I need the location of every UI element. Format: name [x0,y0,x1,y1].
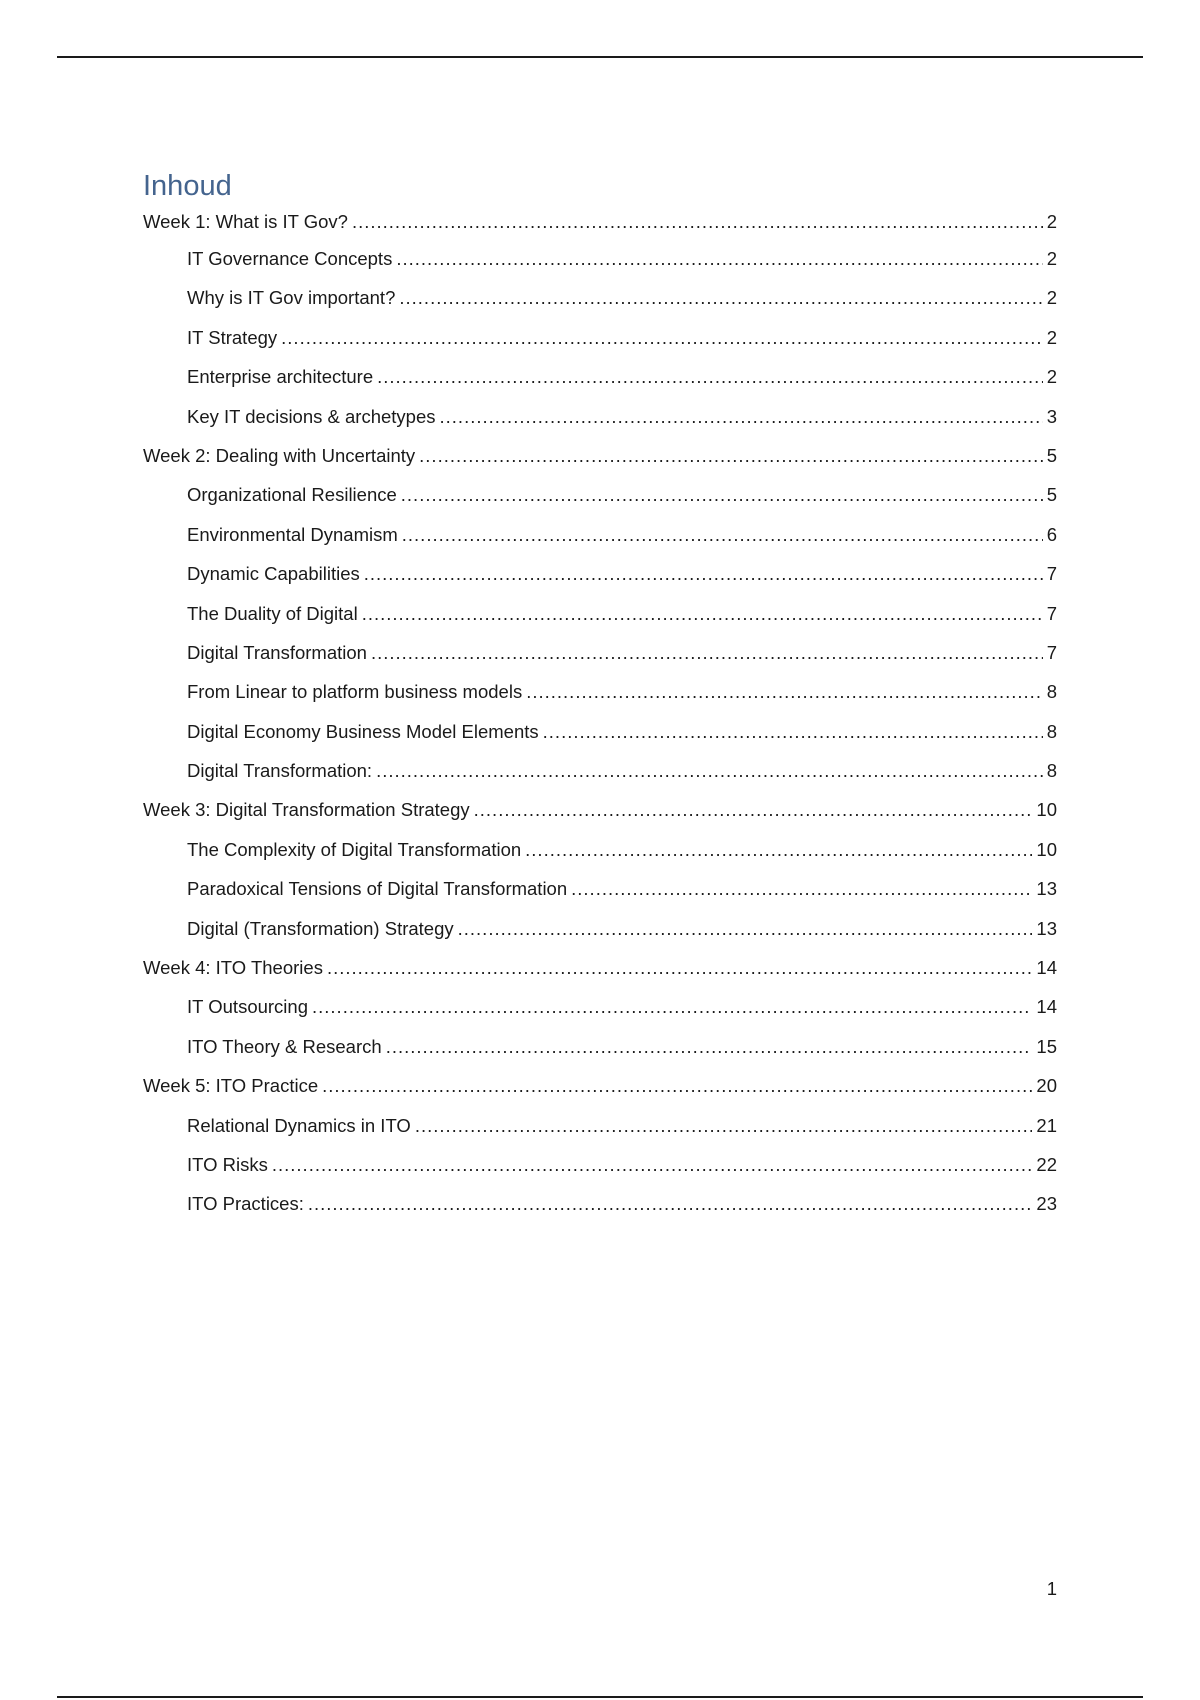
toc-entry[interactable] [143,995,1057,1034]
toc-entry-page: 5 [1046,484,1057,506]
header-rule [57,56,1143,58]
toc-dot-leader [458,917,1033,941]
toc-dot-leader [419,444,1043,468]
toc-dot-leader [371,641,1043,665]
toc-entry[interactable] [143,759,1057,798]
toc-entry-page: 8 [1046,681,1057,703]
toc-entry-page: 13 [1036,878,1057,900]
toc-entry-label: Environmental Dynamism [187,523,398,545]
table-of-contents [143,168,1057,1232]
toc-dot-leader [543,720,1043,744]
toc-entry[interactable] [143,917,1057,956]
toc-entry-label: IT Outsourcing [187,996,308,1018]
toc-entry-label: Key IT decisions & archetypes [187,405,436,427]
toc-dot-leader [376,759,1043,783]
toc-entry[interactable] [143,523,1057,562]
toc-entry-page: 2 [1046,366,1057,388]
toc-entry-label: The Duality of Digital [187,602,358,624]
page-number: 1 [1046,1578,1057,1599]
toc-entry-page: 13 [1036,917,1057,939]
toc-entry-label: IT Strategy [187,326,278,348]
toc-entry-label: Why is IT Gov important? [187,287,396,309]
toc-dot-leader [571,877,1032,901]
toc-dot-leader [386,1035,1033,1059]
toc-entry-label: Week 3: Digital Transformation Strategy [143,799,470,821]
toc-entry[interactable] [143,483,1057,522]
toc-entry[interactable] [143,562,1057,601]
toc-entry[interactable] [143,286,1057,325]
toc-entry[interactable] [143,1114,1057,1153]
toc-dot-leader [402,523,1043,547]
toc-entry-week-4[interactable] [143,956,1057,995]
toc-entry[interactable] [143,1153,1057,1192]
toc-entry-label: Week 5: ITO Practice [143,1075,319,1097]
toc-entry-label: Enterprise architecture [187,366,374,388]
toc-list [143,210,1057,1232]
toc-entry-label: Paradoxical Tensions of Digital Transformation [187,878,568,900]
toc-entry-page: 23 [1036,1193,1057,1215]
toc-dot-leader [352,210,1043,234]
toc-entry[interactable] [143,877,1057,916]
toc-entry[interactable] [143,247,1057,286]
toc-entry[interactable] [143,680,1057,719]
toc-entry-label: Digital Economy Business Model Elements [187,720,539,742]
toc-entry-page: 14 [1036,996,1057,1018]
toc-entry-page: 5 [1046,444,1057,466]
toc-entry-label: Dynamic Capabilities [187,563,360,585]
toc-dot-leader [525,838,1032,862]
toc-dot-leader [401,483,1043,507]
toc-dot-leader [322,1074,1032,1098]
toc-entry-page: 7 [1046,641,1057,663]
toc-entry-label: ITO Risks [187,1153,268,1175]
toc-entry-label: The Complexity of Digital Transformation [187,838,522,860]
toc-entry-page: 15 [1036,1035,1057,1057]
toc-entry-page: 7 [1046,563,1057,585]
footer-rule [57,1696,1143,1698]
toc-entry-page: 10 [1036,838,1057,860]
toc-dot-leader [272,1153,1033,1177]
toc-entry-week-5[interactable] [143,1074,1057,1113]
toc-entry[interactable] [143,720,1057,759]
toc-dot-leader [364,562,1043,586]
toc-entry[interactable] [143,1035,1057,1074]
toc-entry-week-1[interactable] [143,210,1057,247]
toc-entry[interactable] [143,1192,1057,1231]
toc-entry-label: Week 2: Dealing with Uncertainty [143,444,416,466]
toc-entry-label: Relational Dynamics in ITO [187,1114,411,1136]
toc-entry-page: 8 [1046,760,1057,782]
toc-entry-page: 21 [1036,1114,1057,1136]
toc-entry[interactable] [143,405,1057,444]
toc-entry-label: Digital Transformation: [187,760,373,782]
toc-entry-label: Week 1: What is IT Gov? [143,211,348,232]
toc-dot-leader [377,365,1043,389]
toc-dot-leader [362,602,1043,626]
toc-dot-leader [396,247,1042,271]
toc-entry-week-2[interactable] [143,444,1057,483]
toc-entry-page: 10 [1036,799,1057,821]
toc-entry-label: Organizational Resilience [187,484,397,506]
toc-entry-page: 6 [1046,523,1057,545]
toc-entry-page: 2 [1046,211,1057,232]
toc-entry-page: 14 [1036,957,1057,979]
toc-entry-label: Digital (Transformation) Strategy [187,917,454,939]
toc-entry-week-3[interactable] [143,798,1057,837]
toc-entry[interactable] [143,326,1057,365]
toc-entry-label: IT Governance Concepts [187,248,393,269]
toc-dot-leader [312,995,1032,1019]
toc-dot-leader [399,286,1042,310]
toc-dot-leader [474,798,1033,822]
toc-entry-label: From Linear to platform business models [187,681,523,703]
toc-entry[interactable] [143,365,1057,404]
toc-dot-leader [526,680,1043,704]
toc-entry-label: ITO Theory & Research [187,1035,382,1057]
toc-entry[interactable] [143,838,1057,877]
toc-entry[interactable] [143,641,1057,680]
toc-entry-page: 7 [1046,602,1057,624]
toc-dot-leader [327,956,1032,980]
toc-entry-page: 20 [1036,1075,1057,1097]
toc-heading: Inhoud [143,170,232,202]
toc-entry-page: 8 [1046,720,1057,742]
toc-entry-page: 22 [1036,1153,1057,1175]
toc-dot-leader [415,1114,1033,1138]
toc-entry-label: Week 4: ITO Theories [143,957,323,979]
toc-dot-leader [308,1192,1033,1216]
toc-dot-leader [440,405,1043,429]
toc-entry-page: 2 [1046,287,1057,309]
toc-entry-label: Digital Transformation [187,641,367,663]
toc-entry[interactable] [143,602,1057,641]
toc-dot-leader [281,326,1043,350]
toc-entry-page: 3 [1046,405,1057,427]
toc-entry-label: ITO Practices: [187,1193,304,1215]
toc-entry-page: 2 [1046,248,1057,269]
toc-entry-page: 2 [1046,326,1057,348]
